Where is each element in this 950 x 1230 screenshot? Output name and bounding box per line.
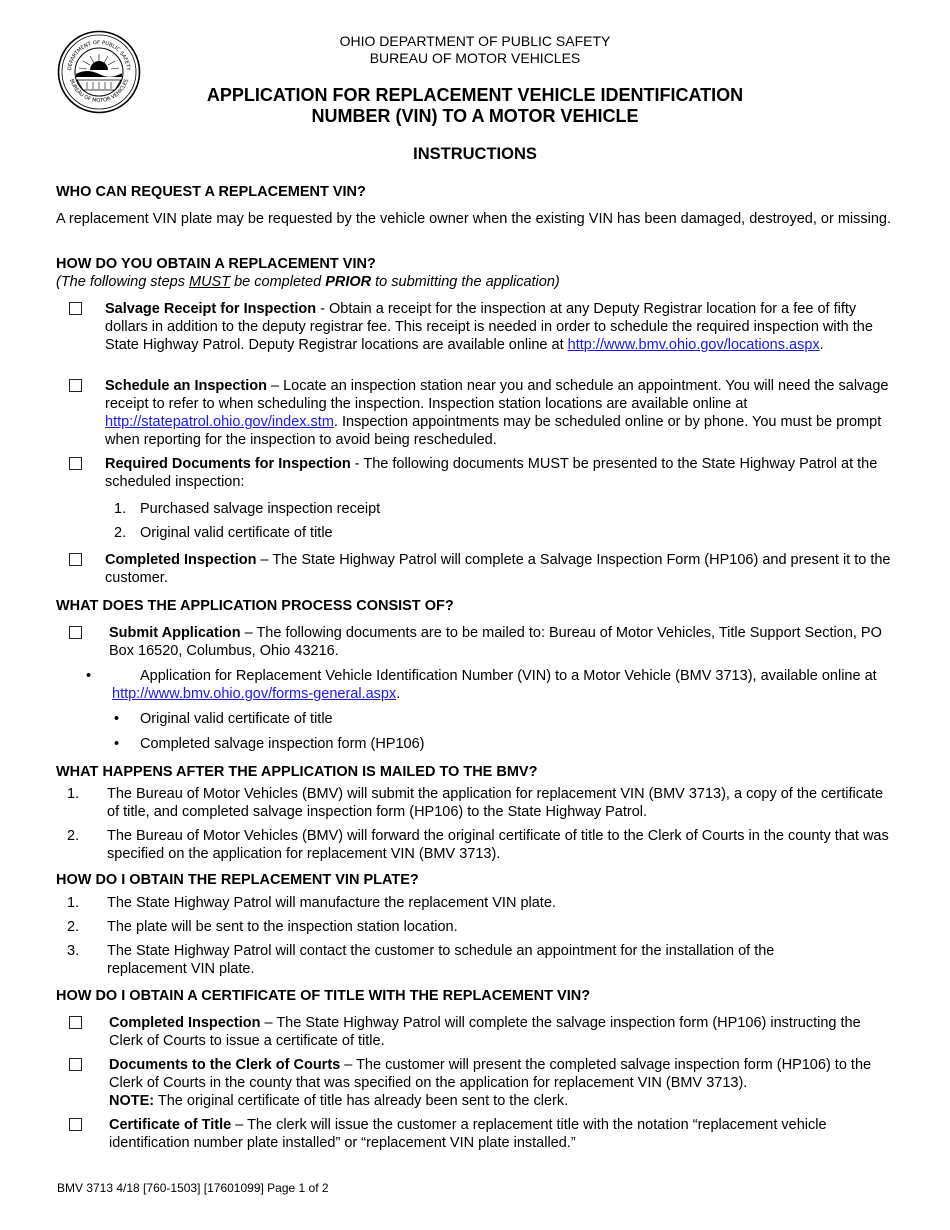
bullet: • [86, 668, 92, 684]
step-required-documents: Required Documents for Inspection - The following documents MUST be presented to the State Highway Patrol at the scheduled inspection: [105, 456, 878, 490]
instructions-heading: INSTRUCTIONS [413, 145, 537, 163]
list-number: 2. [67, 828, 80, 844]
step-completed-inspection-2: Completed Inspection – The State Highway Patrol will complete the salvage inspection form (HP106) instructing the Clerk of Courts to issue a certificate of title. [109, 1015, 861, 1049]
section-heading-how-obtain: HOW DO YOU OBTAIN A REPLACEMENT VIN? [56, 256, 376, 272]
form-title-line2: NUMBER (VIN) TO A MOTOR VEHICLE [311, 106, 639, 126]
section-heading-process: WHAT DOES THE APPLICATION PROCESS CONSIST OF? [56, 598, 454, 614]
list-number: 1. [67, 786, 80, 802]
checkbox-salvage-receipt[interactable] [69, 302, 82, 315]
svg-text:BUREAU OF MOTOR VEHICLES: BUREAU OF MOTOR VEHICLES [68, 78, 130, 105]
link-state-patrol[interactable]: http://statepatrol.ohio.gov/index.stm [105, 414, 334, 430]
section-text-who: A replacement VIN plate may be requested by the vehicle owner when the existing VIN has been damaged, destroyed, or missing. [56, 211, 892, 227]
bullet-item-application: Application for Replacement Vehicle Identification Number (VIN) to a Motor Vehicle (BMV 3713), available online at http://www.bmv.ohio.gov/forms-general.aspx. [112, 668, 877, 702]
step-schedule-inspection: Schedule an Inspection – Locate an inspection station near you and schedule an appointment. You will need the salvage receipt to refer to when scheduling the inspection. Inspection station locations are available online at http://statepatrol.ohio.gov/index.stm. Inspection appointments may be scheduled online or by phone. You must be prompt when reporting for the inspection to avoid being rescheduled. [105, 378, 889, 448]
checkbox-schedule-inspection[interactable] [69, 379, 82, 392]
step-completed-inspection: Completed Inspection – The State Highway Patrol will complete a Salvage Inspection Form (HP106) and present it to the customer. [105, 552, 891, 586]
section-heading-after-mailed: WHAT HAPPENS AFTER THE APPLICATION IS MAILED TO THE BMV? [56, 764, 538, 780]
list-number: 2. [67, 919, 80, 935]
bullet-item: Original valid certificate of title [140, 711, 333, 727]
step-certificate-title: Certificate of Title – The clerk will issue the customer a replacement title with the notation “replacement vehicle identification number plate installed” or “replacement VIN plate installed.” [109, 1117, 827, 1151]
list-item: The Bureau of Motor Vehicles (BMV) will forward the original certificate of title to the Clerk of Courts in the county that was specified on the application for replacement VIN (BMV 3713). [107, 828, 889, 862]
step-salvage-receipt: Salvage Receipt for Inspection - Obtain a receipt for the inspection at any Deputy Registrar location for a fee of fifty dollars in addition to the deputy registrar fee. This receipt is needed in order to schedule the required inspection with the State Highway Patrol. Deputy Registrar locations are available online at http://www.bmv.ohio.gov/locations.aspx. [105, 301, 873, 353]
form-title-line1: APPLICATION FOR REPLACEMENT VEHICLE IDENTIFICATION [206, 85, 744, 105]
link-forms-general[interactable]: http://www.bmv.ohio.gov/forms-general.aspx [112, 686, 397, 702]
checkbox-documents-clerk[interactable] [69, 1058, 82, 1071]
list-item: The State Highway Patrol will manufacture the replacement VIN plate. [107, 895, 556, 911]
section-heading-certificate: HOW DO I OBTAIN A CERTIFICATE OF TITLE WITH THE REPLACEMENT VIN? [56, 988, 591, 1004]
list-item: The plate will be sent to the inspection station location. [107, 919, 458, 935]
list-item: The Bureau of Motor Vehicles (BMV) will submit the application for replacement VIN (BMV 3713), a copy of the certificate of title, and completed salvage inspection form (HP106) to the State Highway Patrol. [107, 786, 884, 820]
checkbox-completed-inspection[interactable] [69, 553, 82, 566]
ohio-seal-logo [57, 30, 141, 114]
svg-text:DEPARTMENT OF PUBLIC SAFETY: DEPARTMENT OF PUBLIC SAFETY [66, 39, 131, 71]
form-footer: BMV 3713 4/18 [760-1503] [17601099] Page 1 of 2 [57, 1181, 329, 1195]
list-number: 3. [67, 943, 80, 959]
bullet-item: Completed salvage inspection form (HP106) [140, 736, 425, 752]
bullet: • [114, 711, 120, 727]
list-item: The State Highway Patrol will contact the customer to schedule an appointment for the installation of the replacement VIN plate. [107, 943, 775, 977]
checkbox-completed-inspection-2[interactable] [69, 1016, 82, 1029]
checkbox-required-documents[interactable] [69, 457, 82, 470]
step-submit-application: Submit Application – The following documents are to be mailed to: Bureau of Motor Vehicles, Title Support Section, PO Box 16520, Columbus, Ohio 43216. [109, 625, 882, 659]
section-heading-who: WHO CAN REQUEST A REPLACEMENT VIN? [56, 184, 366, 200]
bureau-name: BUREAU OF MOTOR VEHICLES [369, 50, 581, 66]
section-heading-vin-plate: HOW DO I OBTAIN THE REPLACEMENT VIN PLATE? [56, 872, 419, 888]
link-locations[interactable]: http://www.bmv.ohio.gov/locations.aspx [567, 337, 820, 353]
bullet: • [114, 736, 120, 752]
checkbox-certificate-title[interactable] [69, 1118, 82, 1131]
doc-number: 2. [114, 525, 127, 541]
doc-number: 1. [114, 501, 127, 517]
step-documents-clerk: Documents to the Clerk of Courts – The customer will present the completed salvage inspection form (HP106) to the Clerk of Courts in the county that was specified on the application for replacement VIN (BMV 3713). NOTE: The original certificate of title has already been sent to the clerk. [109, 1057, 872, 1109]
department-name: OHIO DEPARTMENT OF PUBLIC SAFETY [339, 33, 611, 49]
checkbox-submit-application[interactable] [69, 626, 82, 639]
doc-item: Purchased salvage inspection receipt [140, 501, 381, 517]
section-subheading-steps: (The following steps MUST be completed PRIOR to submitting the application) [56, 274, 560, 290]
doc-item: Original valid certificate of title [140, 525, 333, 541]
list-number: 1. [67, 895, 80, 911]
